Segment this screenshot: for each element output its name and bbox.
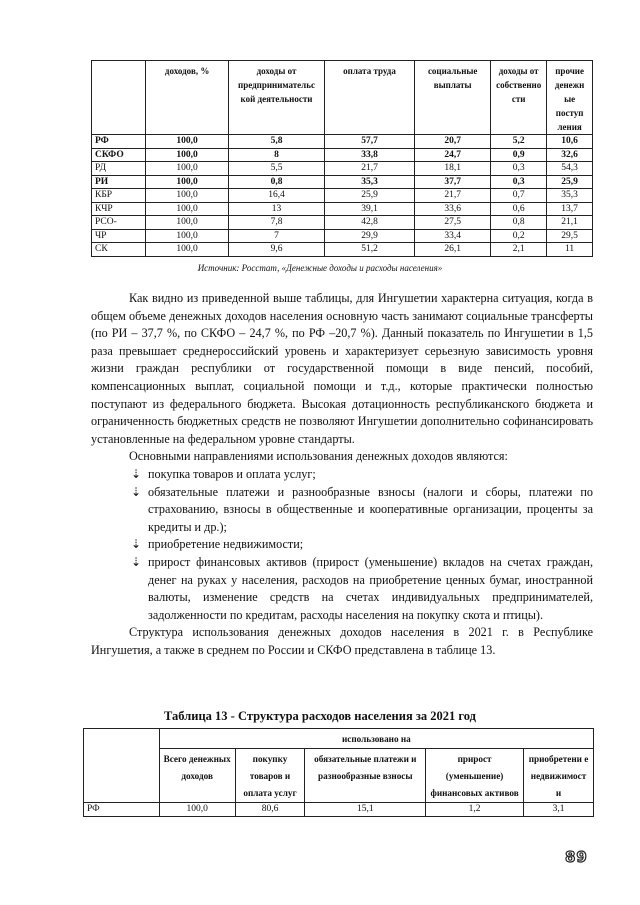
table-cell: 7 [229, 229, 325, 243]
list-item [91, 536, 593, 554]
region-cell: СК [92, 243, 146, 257]
table-cell: 15,1 [305, 803, 426, 817]
table-cell: 35,3 [547, 189, 593, 203]
table-cell: 3,1 [524, 803, 594, 817]
table-row [84, 803, 594, 817]
table-cell: 0,8 [229, 175, 325, 189]
table-header-cell: доходы от собственно сти [491, 61, 547, 135]
table-cell: 5,5 [229, 162, 325, 176]
table-cell: 5,2 [491, 135, 547, 149]
region-cell: КБР [92, 189, 146, 203]
table-header-cell: прочие денежн ые поступ ления [547, 61, 593, 135]
table-cell: 35,3 [324, 175, 414, 189]
table-row [92, 229, 593, 243]
table-cell: 8 [229, 148, 325, 162]
table-cell: 0,9 [491, 148, 547, 162]
table-cell: 27,5 [415, 216, 491, 230]
table-cell: 29,9 [324, 229, 414, 243]
table-cell: 33,4 [415, 229, 491, 243]
table-cell: 25,9 [547, 175, 593, 189]
bullet-list [91, 466, 593, 624]
table-row [92, 243, 593, 257]
table-cell: 24,7 [415, 148, 491, 162]
table-header-cell: доходы от предпринимательс кой деятельности [229, 61, 325, 135]
table-cell: 100,0 [146, 216, 229, 230]
paragraph: Как видно из приведенной выше таблицы, для Ингушетии характерна ситуация, когда в общем объеме денежных доходов населения основную часть занимают социальные трансферты (по РИ – 37,7 %, по СКФО – 24,7 %, по РФ –20,7 %). Данный показатель по Ингушетии в 1,5 раза превышает среднероссийский уровень и характеризует серьезную зависимость уровня жизни граждан республики от государственной помощи в виде пенсий, пособий, компенсационных выплат, социальной помощи и т.д., которые практически полностью поступают из федерального бюджета. Высокая дотационность республиканского бюджета и ограниченность бюджетных средств не позволяют Ингушетии дополнительно софинансировать установленные на федеральном уровне стандарты. [91, 291, 593, 446]
table-cell: 18,1 [415, 162, 491, 176]
arrow-down-icon: ⇣ [131, 537, 142, 552]
table-cell: 100,0 [146, 135, 229, 149]
table-header-cell: приобретени е недвижимост и [524, 749, 594, 803]
table-header-cell: обязательные платежи и разнообразные взносы [305, 749, 426, 803]
table-cell: 80,6 [235, 803, 305, 817]
income-structure-table [91, 60, 593, 257]
table-header-cell: прирост (уменьшение) финансовых активов [426, 749, 524, 803]
table-cell: 100,0 [146, 148, 229, 162]
table-cell: 21,1 [547, 216, 593, 230]
table-header-cell: оплата труда [324, 61, 414, 135]
table-cell: 20,7 [415, 135, 491, 149]
table-cell: 0,3 [491, 175, 547, 189]
table-cell: 7,8 [229, 216, 325, 230]
table-header-cell: социальные выплаты [415, 61, 491, 135]
table-header-row [92, 61, 593, 135]
table-cell: 100,0 [146, 189, 229, 203]
list-item-text: обязательные платежи и разнообразные взносы (налоги и сборы, платежи по страхованию, взносы в общественные и кооперативные организации, проценты за кредиты и др.); [148, 484, 593, 534]
table-header-cell [92, 61, 146, 135]
table-cell: 100,0 [146, 243, 229, 257]
list-item-text: покупка товаров и оплата услуг; [148, 466, 316, 481]
page-number: 89 [565, 848, 588, 866]
region-cell: ЧР [92, 229, 146, 243]
table-row [92, 202, 593, 216]
table-cell: 9,6 [229, 243, 325, 257]
expenditure-structure-table [83, 728, 594, 817]
paragraph: Основными направлениями использования денежных доходов являются: [129, 449, 508, 464]
table-cell: 51,2 [324, 243, 414, 257]
table-cell: 21,7 [415, 189, 491, 203]
table-cell: 29,5 [547, 229, 593, 243]
table-cell: 100,0 [146, 229, 229, 243]
table-cell: 100,0 [146, 162, 229, 176]
region-cell: РФ [84, 803, 160, 817]
region-cell: РСО- [92, 216, 146, 230]
list-item-text: приобретение недвижимости; [148, 537, 304, 552]
table-cell: 2,1 [491, 243, 547, 257]
list-item-text: прирост финансовых активов (прирост (уменьшение) вкладов на счетах граждан, денег на руках у населения, расходов на приобретение ценных бумаг, иностранной валюты, изменение средств на счетах индивидуальных предпринимателей, задолженности по кредитам, расходы населения на покупку скота и птицы). [148, 554, 593, 622]
table-cell: 11 [547, 243, 593, 257]
table-row [92, 148, 593, 162]
table-header-cell: Всего денежных доходов [159, 749, 235, 803]
arrow-down-icon: ⇣ [131, 484, 142, 499]
table-row [92, 175, 593, 189]
table-caption: Таблица 13 - Структура расходов населения за 2021 год [164, 709, 476, 723]
table-cell: 25,9 [324, 189, 414, 203]
table-header-row [84, 749, 594, 803]
table-cell: 1,2 [426, 803, 524, 817]
table-cell: 26,1 [415, 243, 491, 257]
table-cell: 54,3 [547, 162, 593, 176]
list-item [91, 554, 593, 624]
table-cell: 100,0 [146, 175, 229, 189]
table-cell: 33,6 [415, 202, 491, 216]
region-cell: КЧР [92, 202, 146, 216]
table-cell: 0,6 [491, 202, 547, 216]
table-cell: 33,8 [324, 148, 414, 162]
table-cell: 21,7 [324, 162, 414, 176]
table-cell: 0,7 [491, 189, 547, 203]
table-cell: 57,7 [324, 135, 414, 149]
region-cell: РД [92, 162, 146, 176]
table-cell: 10,6 [547, 135, 593, 149]
region-cell: СКФО [92, 148, 146, 162]
table-row [92, 189, 593, 203]
table-cell: 13 [229, 202, 325, 216]
table-cell: 0,2 [491, 229, 547, 243]
list-item [91, 484, 593, 537]
table-cell: 16,4 [229, 189, 325, 203]
table-cell: 100,0 [146, 202, 229, 216]
region-cell: РИ [92, 175, 146, 189]
table-row [92, 162, 593, 176]
region-cell: РФ [92, 135, 146, 149]
table-cell: 13,7 [547, 202, 593, 216]
paragraph: Структура использования денежных доходов населения в 2021 г. в Республике Ингушетия, а также в среднем по России и СКФО представлена в таблице 13. [91, 625, 593, 657]
list-item [91, 466, 593, 484]
table-cell: 37,7 [415, 175, 491, 189]
table-header-cell: доходов, % [146, 61, 229, 135]
arrow-down-icon: ⇣ [131, 554, 142, 569]
table-cell: 0,8 [491, 216, 547, 230]
body-text [91, 290, 593, 659]
group-header-cell: использовано на [159, 729, 593, 749]
table-header-cell [84, 729, 160, 803]
table-header-cell: покупку товаров и оплата услуг [235, 749, 305, 803]
table-cell: 5,8 [229, 135, 325, 149]
table-cell: 32,6 [547, 148, 593, 162]
table-row [92, 216, 593, 230]
arrow-down-icon: ⇣ [131, 466, 142, 481]
table-source-note: Источник: Росстат, «Денежные доходы и расходы населения» [197, 263, 443, 273]
table-cell: 100,0 [159, 803, 235, 817]
table-row [92, 135, 593, 149]
table-header-row [84, 729, 594, 749]
table-cell: 0,3 [491, 162, 547, 176]
table-cell: 42,8 [324, 216, 414, 230]
table-cell: 39,1 [324, 202, 414, 216]
